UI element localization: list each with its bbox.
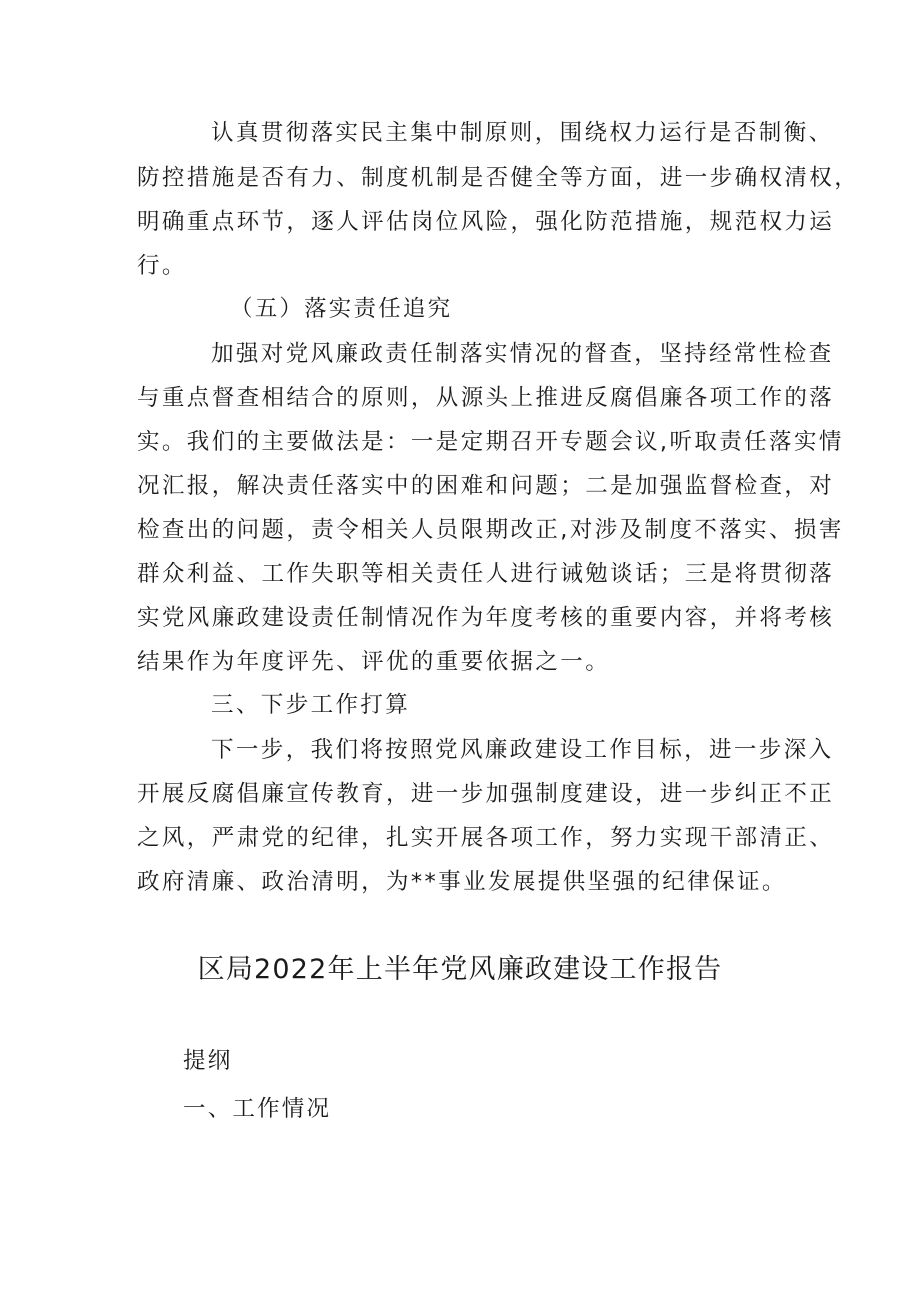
paragraph-line: 况汇报，解决责任落实中的困难和问题；二是加强监督检查，对 [137, 473, 835, 499]
report-title: 区局2022年上半年党风廉政建设工作报告 [197, 954, 723, 985]
paragraph-line: 检查出的问题，责令相关人员限期改正,对涉及制度不落实、损害 [137, 517, 844, 543]
paragraph-line: 实。我们的主要做法是：一是定期召开专题会议,听取责任落实情 [137, 429, 844, 455]
paragraph-line: 实党风廉政建设责任制情况作为年度考核的重要内容，并将考核 [137, 605, 835, 631]
paragraph-line: 与重点督查相结合的原则，从源头上推进反腐倡廉各项工作的落 [137, 385, 835, 411]
paragraph-line: 群众利益、工作失职等相关责任人进行诫勉谈话；三是将贯彻落 [137, 561, 835, 587]
paragraph-line: 加强对党风廉政责任制落实情况的督查，坚持经常性检查 [211, 341, 834, 367]
paragraph-line: 下一步，我们将按照党风廉政建设工作目标，进一步深入 [211, 737, 834, 763]
section-subheading: （五）落实责任追究 [230, 296, 453, 322]
outline-label: 提纲 [183, 1048, 233, 1074]
paragraph-line: 认真贯彻落实民主集中制原则，围绕权力运行是否制衡、 [211, 120, 834, 146]
section-heading: 三、下步工作打算 [211, 692, 411, 718]
paragraph-line: 结果作为年度评先、评优的重要依据之一。 [137, 649, 611, 675]
paragraph-line: 开展反腐倡廉宣传教育，进一步加强制度建设，进一步纠正不正 [137, 781, 835, 807]
paragraph-line: 之风，严肃党的纪律，扎实开展各项工作，努力实现干部清正、 [137, 825, 835, 851]
paragraph-line: 政府清廉、政治清明，为**事业发展提供坚强的纪律保证。 [137, 869, 787, 895]
paragraph-line: 防控措施是否有力、制度机制是否健全等方面，进一步确权清权， [137, 165, 860, 191]
paragraph-line: 明确重点环节，逐人评估岗位风险，强化防范措施，规范权力运 [137, 209, 835, 235]
paragraph-line: 行。 [137, 253, 187, 279]
outline-item: 一、工作情况 [183, 1096, 332, 1122]
